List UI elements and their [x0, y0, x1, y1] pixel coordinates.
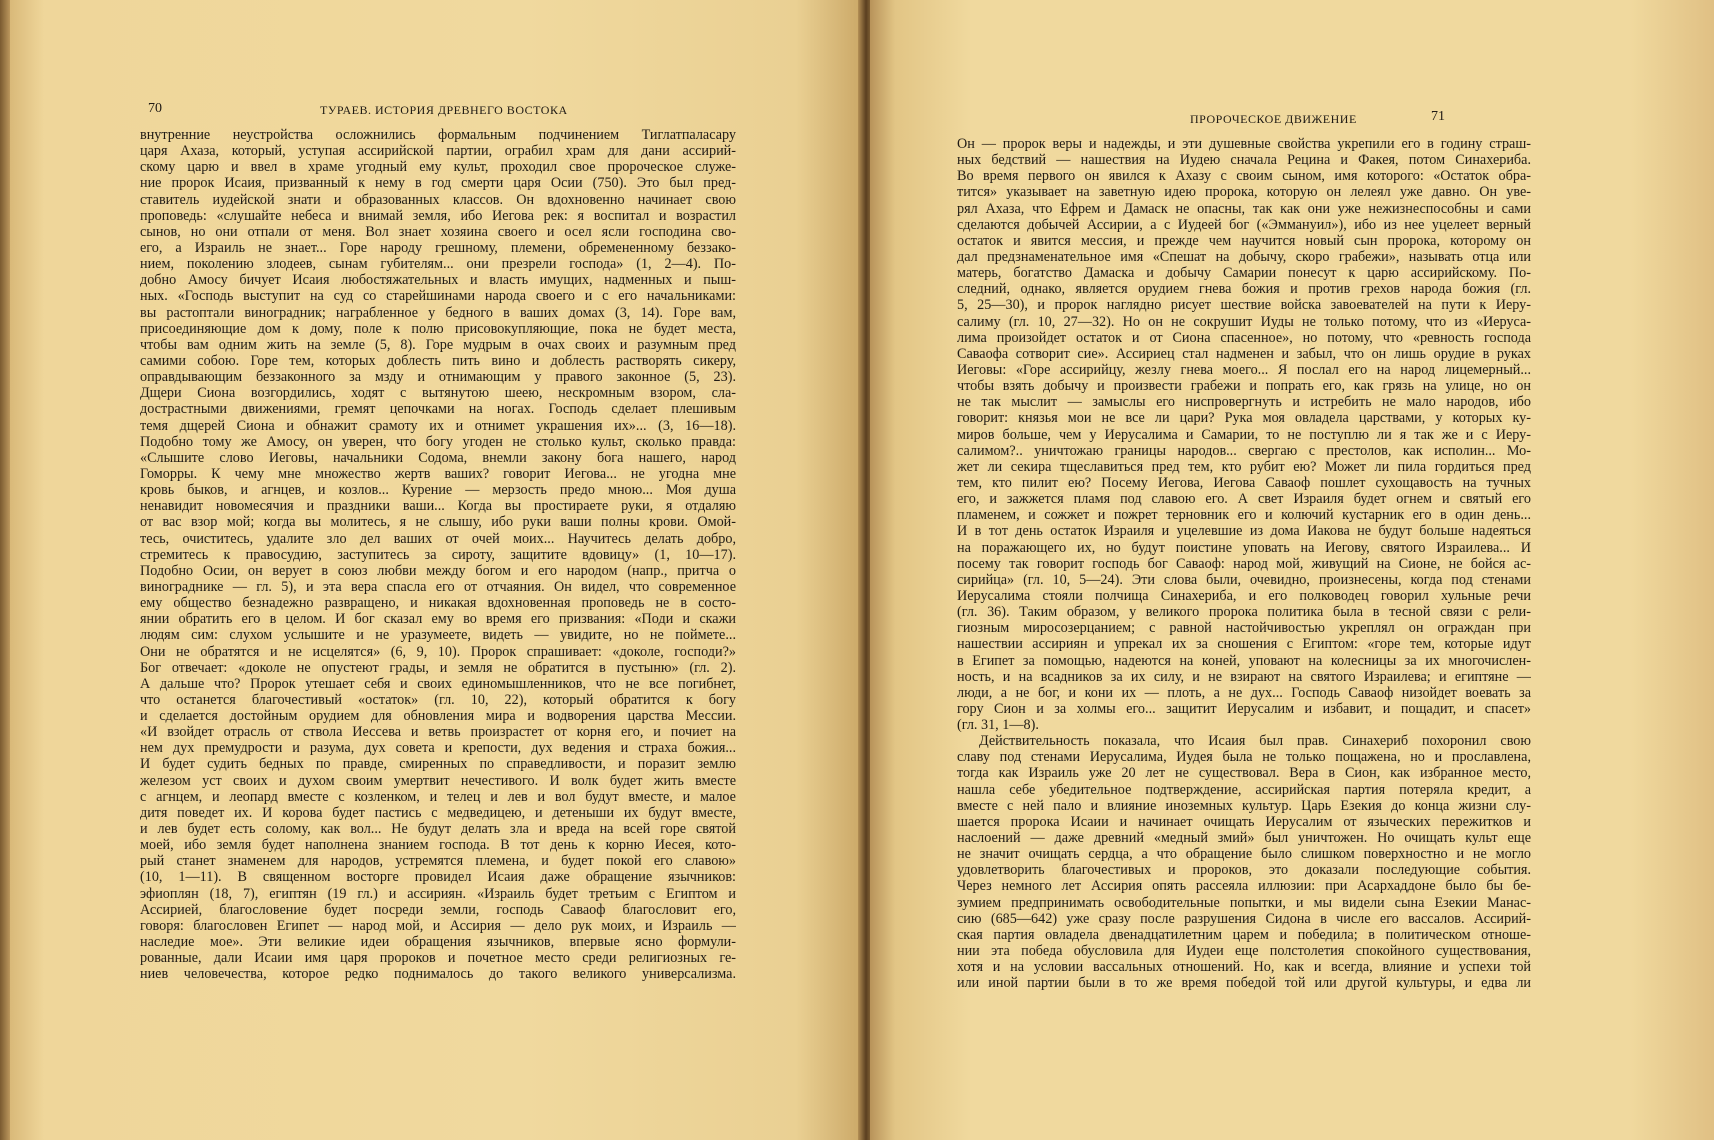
text-line: темя дщерей Сиона и обнажит срамоту их и отнимет украшения их»... (3, 16—18). [140, 417, 736, 434]
text-line: тем, кто пилит ею? Посему Иегова, Иегова Саваоф пошлет сухощавость на тучных [957, 474, 1531, 491]
left-page-body [140, 127, 736, 982]
text-line: Они не обратятся и не исцелятся» (6, 9, 10). Пророк спрашивает: «доколе, господи?» [140, 643, 736, 660]
text-line: дитя поведет их. И корова будет пастись с медведицею, и детеныши их будут вместе, [140, 804, 736, 821]
text-line: тесь, очиститесь, удалите зло дел ваших от очей моих... Научитесь делать добро, [140, 530, 736, 547]
text-line: не так мыслит — замыслы его ниспровергнуть и истребить не мало народов, ибо [957, 394, 1531, 411]
text-line: пламенем, и сожжет и пожрет терновник его и колючий кустарник его в один день... [957, 507, 1531, 524]
left-page [10, 0, 864, 1140]
text-line: удовлетворить благочестивых и пророков, это доказали последующие события. [957, 862, 1531, 879]
text-line: ему общество безнадежно развращено, и никакая вдохновенная проповедь не в состо- [140, 595, 736, 612]
text-line: винограднике — гл. 5), и эта вера спасла его от отчаяния. Он видел, что современное [140, 578, 736, 595]
text-line: Дщери Сиона возгордились, ходят с вытянутою шеею, нескромным взором, сла- [140, 385, 736, 402]
text-line: гору Сион и за холмы его... защитит Иерусалим и избавит, и пощадит, и спасет» [957, 700, 1531, 717]
text-line: нием, поколению злодеев, сынам губителям... они презрели господа» (1, 2—4). По- [140, 256, 736, 273]
text-line: Во время первого он явился к Ахазу с своим сыном, имя которого: «Остаток обра- [957, 168, 1531, 185]
text-line: Бог отвечает: «доколе не опустеют грады, и земля не обратится в пустыню» (гл. 2). [140, 659, 736, 676]
text-line: его, и зажжется пламя под славою его. А свет Израиля будет огнем и святый его [957, 491, 1531, 508]
text-line: гиозным миросозерцанием; с равной настойчивостью укреплял он ограждан при [957, 620, 1531, 637]
text-line: Он — пророк веры и надежды, и эти душевные свойства укрепили его в годину страш- [957, 136, 1531, 152]
text-line: на поражающего их, но будут поистине уповать на Иегову, святого Израилева... И [957, 539, 1531, 556]
page-number-left: 70 [148, 101, 162, 116]
text-line: Иерусалима стояли полчища Синахериба, и его полководец говорил хульные речи [957, 587, 1531, 604]
text-line: тогда как Израиль уже 20 лет не существовал. Вера в Сион, как избранное место, [957, 765, 1531, 782]
text-line: от вас взор мой; когда вы молитесь, я не слышу, ибо руки ваши полны крови. Омой- [140, 514, 736, 531]
text-line: сирийца» (гл. 10, 5—24). Эти слова были, очевидно, произнесены, когда под стенами [957, 571, 1531, 588]
text-line: ская партия овладела двенадцатилетним царем и победила; в политическом отноше- [957, 926, 1531, 943]
page-number-right: 71 [1431, 109, 1445, 124]
text-line: дострастными движениями, гремят цепочками на ногах. Господь сделает плешивым [140, 401, 736, 418]
text-line: людям сим: слухом услышите и не уразумеете, видеть — увидите, но не поймете... [140, 627, 736, 644]
text-line: говорит: князья мои не все ли цари? Рука моя овладела царствами, у которых ку- [957, 410, 1531, 427]
text-line: люди, а не бог, и кони их — плоть, а не дух... Господь Саваоф низойдет воевать за [957, 684, 1531, 701]
text-line: посему так говорит господь бог Саваоф: народ мой, живущий на Сионе, не бойся ас- [957, 555, 1531, 572]
text-line: и лев будет есть солому, как вол... Не будут делать зла и вреда на всей горе святой [140, 821, 736, 838]
text-line: Через немного лет Ассирия опять рассеяла иллюзии: при Асархаддоне было бы бе- [957, 878, 1531, 895]
text-line: нашла себе убедительное подтверждение, ассирийская партия потеряла кредит, а [957, 781, 1531, 798]
text-line: ных бедствий — нашествия на Иудею сначала Рецина и Факея, потом Синахериба. [957, 152, 1531, 169]
text-line: железом уст своих и духом своим умертвит нечестивого. И волк будет жить вместе [140, 772, 736, 789]
text-line: рял Ахаза, что Ефрем и Дамаск не опасны, так как они уже нежизнеспособны и сами [957, 200, 1531, 217]
text-line: ниев человечества, которое редко поднималось до такого великого универсализма. [140, 966, 736, 983]
text-line: ненавидит новомесячия и праздники ваши... Когда вы простираете руки, я отдаляю [140, 498, 736, 515]
right-page [870, 0, 1714, 1140]
text-line: рый станет знаменем для народов, устремятся племена, и будет покой его славою» [140, 853, 736, 870]
text-line: А дальше что? Пророк утешает себя и своих единомышленников, что не все погибнет, [140, 675, 736, 692]
text-line: янии обратить его в целом. И бог сказал ему во время его призвания: «Поди и скажи [140, 611, 736, 628]
running-head-left: ТУРАЕВ. ИСТОРИЯ ДРЕВНЕГО ВОСТОКА [320, 103, 568, 117]
text-line: нем дух премудрости и разума, дух совета и крепости, дух ведения и страха божия... [140, 740, 736, 757]
text-line: нашествии ассириян и упрекал их за сношения с Египтом: «горе тем, которые идут [957, 636, 1531, 653]
text-line: ние пророк Исаия, призванный к нему в год смерти царя Осии (750). Это был пред- [140, 175, 736, 192]
text-line: салимом?.. уничтожаю границы народов... свергаю с престолов, как исполин... Мо- [957, 442, 1531, 459]
text-line: ных. «Господь выступит на суд со старейшинами народа своего и с его начальниками: [140, 288, 736, 305]
text-line: царя Ахаза, который, уступая ассирийской партии, ограбил храм для дани ассирий- [140, 143, 736, 160]
text-line: 5, 25—30), и пророк наглядно рисует шествие войска завоевателей на пути к Иеру- [957, 297, 1531, 314]
text-line: Действительность показала, что Исаия был прав. Синахериб похоронил свою [979, 733, 1531, 750]
text-line: скому царю и ввел в храме угодный ему культ, проходил свое пророческое служе- [140, 159, 736, 176]
text-line: моей, ибо земля будет наполнена знанием господа. В тот день к корню Иесея, кото- [140, 837, 736, 854]
text-line: (гл. 36). Таким образом, у великого пророка политика была в тесной связи с рели- [957, 604, 1531, 621]
text-line: зумием предпринимать освободительные попытки, и мы видели сына Езекии Манас- [957, 894, 1531, 911]
text-line: И будет судить бедных по правде, смиренных по справедливости, и поразит землю [140, 756, 736, 773]
text-line: салиму (гл. 10, 27—32). Но он не сокрушит Иуды не только потому, что из «Иеруса- [957, 313, 1531, 330]
text-line: и сделается достойным орудием для обновления мира и водворения царства Мессии. [140, 708, 736, 725]
text-line: И в тот день остаток Израиля и уцелевшие из дома Иакова не будут больше надеяться [957, 523, 1531, 540]
text-line: сделаются добычей Ассирии, а с Иудеей бог («Эммануил»), ибо из нее уцелеет верный [957, 216, 1531, 233]
text-line: дал предзнаменательное имя «Спешат на добычу, скоро грабежи», называть отца или [957, 248, 1531, 265]
text-line: «И взойдет отрасль от ствола Иессева и ветвь произрастет от корня его, и почиет на [140, 724, 736, 741]
text-line: сынов, но они отпали от меня. Вол знает хозяина своего и осел ясли господина сво- [140, 223, 736, 240]
text-line: хотя и на условии вассальных отношений. Но, как и всегда, влияние и успехи той [957, 959, 1531, 976]
text-line: (гл. 31, 1—8). [957, 717, 1039, 734]
text-line: тится» указывает на заветную идею пророка, которую он лелеял уже давно. Он уве- [957, 184, 1531, 201]
text-line: вы растоптали виноградник; награбленное у бедного в ваших домах (3, 14). Горе вам, [140, 304, 736, 321]
text-line: миров больше, чем у Иерусалима и Самарии, то не поступлю ли я так же и с Иеру- [957, 426, 1531, 443]
text-line: в Египет за помощью, надеются на коней, уповают на колесницы за их многочислен- [957, 652, 1531, 669]
text-line: что останется благочестивый «остаток» (гл. 10, 22), который обратится к богу [140, 691, 736, 708]
text-line: Саваофа сотворит сие». Ассириец стал надменен и забыл, что он лишь орудие в руках [957, 345, 1531, 362]
text-line: шается пророка Исаии и начинает очищать Иерусалим от языческих пережитков и [957, 813, 1531, 830]
text-line: Подобно Осии, он верует в союз любви между богом и его народом (напр., притча о [140, 562, 736, 579]
text-line: матерь, богатство Дамаска и добычу Самарии понесут к царю ассирийскому. По- [957, 265, 1531, 282]
text-line: присоединяющие дом к дому, поле к полю присовокупляющие, пока не будет места, [140, 320, 736, 337]
text-line: внутренние неустройства осложнились формальным подчинением Тиглатпаласару [140, 127, 736, 143]
text-line: самими собою. Горе тем, которых доблесть пить вино и доблесть растворять сикеру, [140, 352, 736, 369]
text-line: рованные, дали Исаии имя царя пророков и почетное место среди религиозных ге- [140, 950, 736, 967]
text-line: следний, однако, является орудием гнева божия и против грехов народа божия (гл. [957, 281, 1531, 298]
text-line: или иной партии были в то же время победой той или другой культуры, и едва ли [957, 975, 1531, 992]
text-line: с агнцем, и леопард вместе с козленком, и телец и лев и вол будут вместе, и малое [140, 788, 736, 805]
text-line: вместе с ней пало и влияние иноземных культур. Царь Езекия до конца жизни слу- [957, 797, 1531, 814]
text-line: наследие мое». Эти великие идеи обращения язычников, впервые ясно формули- [140, 934, 736, 951]
text-line: Подобно тому же Амосу, он уверен, что богу угоден не столько культ, сколько правда: [140, 433, 736, 450]
text-line: чтобы вам одним жить на земле (5, 8). Горе мудрым в очах своих и разумным пред [140, 336, 736, 353]
text-line: (10, 1—11). В священном восторге провидел Исаия даже обращение язычников: [140, 869, 736, 886]
text-line: проповедь: «слушайте небеса и внимай земля, ибо Иегова рек: я воспитал и возрастил [140, 207, 736, 224]
text-line: кровь быков, и агнцев, и козлов... Курение — мерзость предо мною... Моя душа [140, 482, 736, 499]
text-line: говоря: благословен Египет — народ мой, и Ассирия — дело рук моих, и Израиль — [140, 917, 736, 934]
text-line: «Слышите слово Иеговы, начальники Содома, внемли закону бога нашего, народ [140, 449, 736, 466]
text-line: ставитель иудейской знати и образованных классов. Он вдохновенно начинает свою [140, 191, 736, 208]
text-line: Ассирией, благословение будет посреди земли, господь Саваоф благословит его, [140, 901, 736, 918]
text-line: Иеговы: «Горе ассирийцу, жезлу гнева моего... Я послал его на народ лицемерный... [957, 361, 1531, 378]
text-line: наслоений — даже древний «медный змий» был уничтожен. Но очищать культ еще [957, 830, 1531, 847]
text-line: остаток и явится мессия, и прежде чем научится новый сын пророка, которому он [957, 232, 1531, 249]
text-line: лима произойдет остаток и от Сиона спасенное», но потому, что «ревность господа [957, 329, 1531, 346]
text-line: жет ли секира тщеславиться пред тем, кто рубит ею? Может ли пила гордиться пред [957, 458, 1531, 475]
text-line: стремитесь к правосудию, заступитесь за сироту, защитите вдовицу» (1, 10—17). [140, 546, 736, 563]
right-page-body [957, 136, 1531, 991]
text-line: не значит очищать сердца, а что обращение было слишком поверхностно и не могло [957, 846, 1531, 863]
running-head-right: ПРОРОЧЕСКОЕ ДВИЖЕНИЕ [1190, 112, 1357, 126]
text-line: эфиоплян (18, 7), египтян (19 гл.) и ассириян. «Израиль будет третьим с Египтом и [140, 885, 736, 902]
text-line: чтобы взять добычу и произвести грабежи и попрать его, как грязь на улице, но он [957, 378, 1531, 395]
text-line: славу под стенами Иерусалима, Иудея была не только пощажена, но и прославлена, [957, 749, 1531, 766]
text-line: ность, и на всадников за их силу, и не взирают на святого Израилева; и египтяне — [957, 668, 1531, 685]
text-line: Гоморры. К чему мне множество жертв ваших? говорит Иегова... не угодна мне [140, 465, 736, 482]
text-line: оправдывающим беззаконного за мзду и отнимающим у правого законное (5, 23). [140, 369, 736, 386]
text-line: сию (685—642) уже сразу после разрушения Сидона в числе его вассалов. Ассирий- [957, 910, 1531, 927]
text-line: его, а Израиль не знает... Горе народу грешному, племени, обремененному беззако- [140, 239, 736, 256]
text-line: добно Амосу бичует Исаия любостяжательных и власть имущих, надменных и пыш- [140, 272, 736, 289]
text-line: нии эта победа обусловила для Иудеи еще полстолетия спокойного существования, [957, 943, 1531, 960]
